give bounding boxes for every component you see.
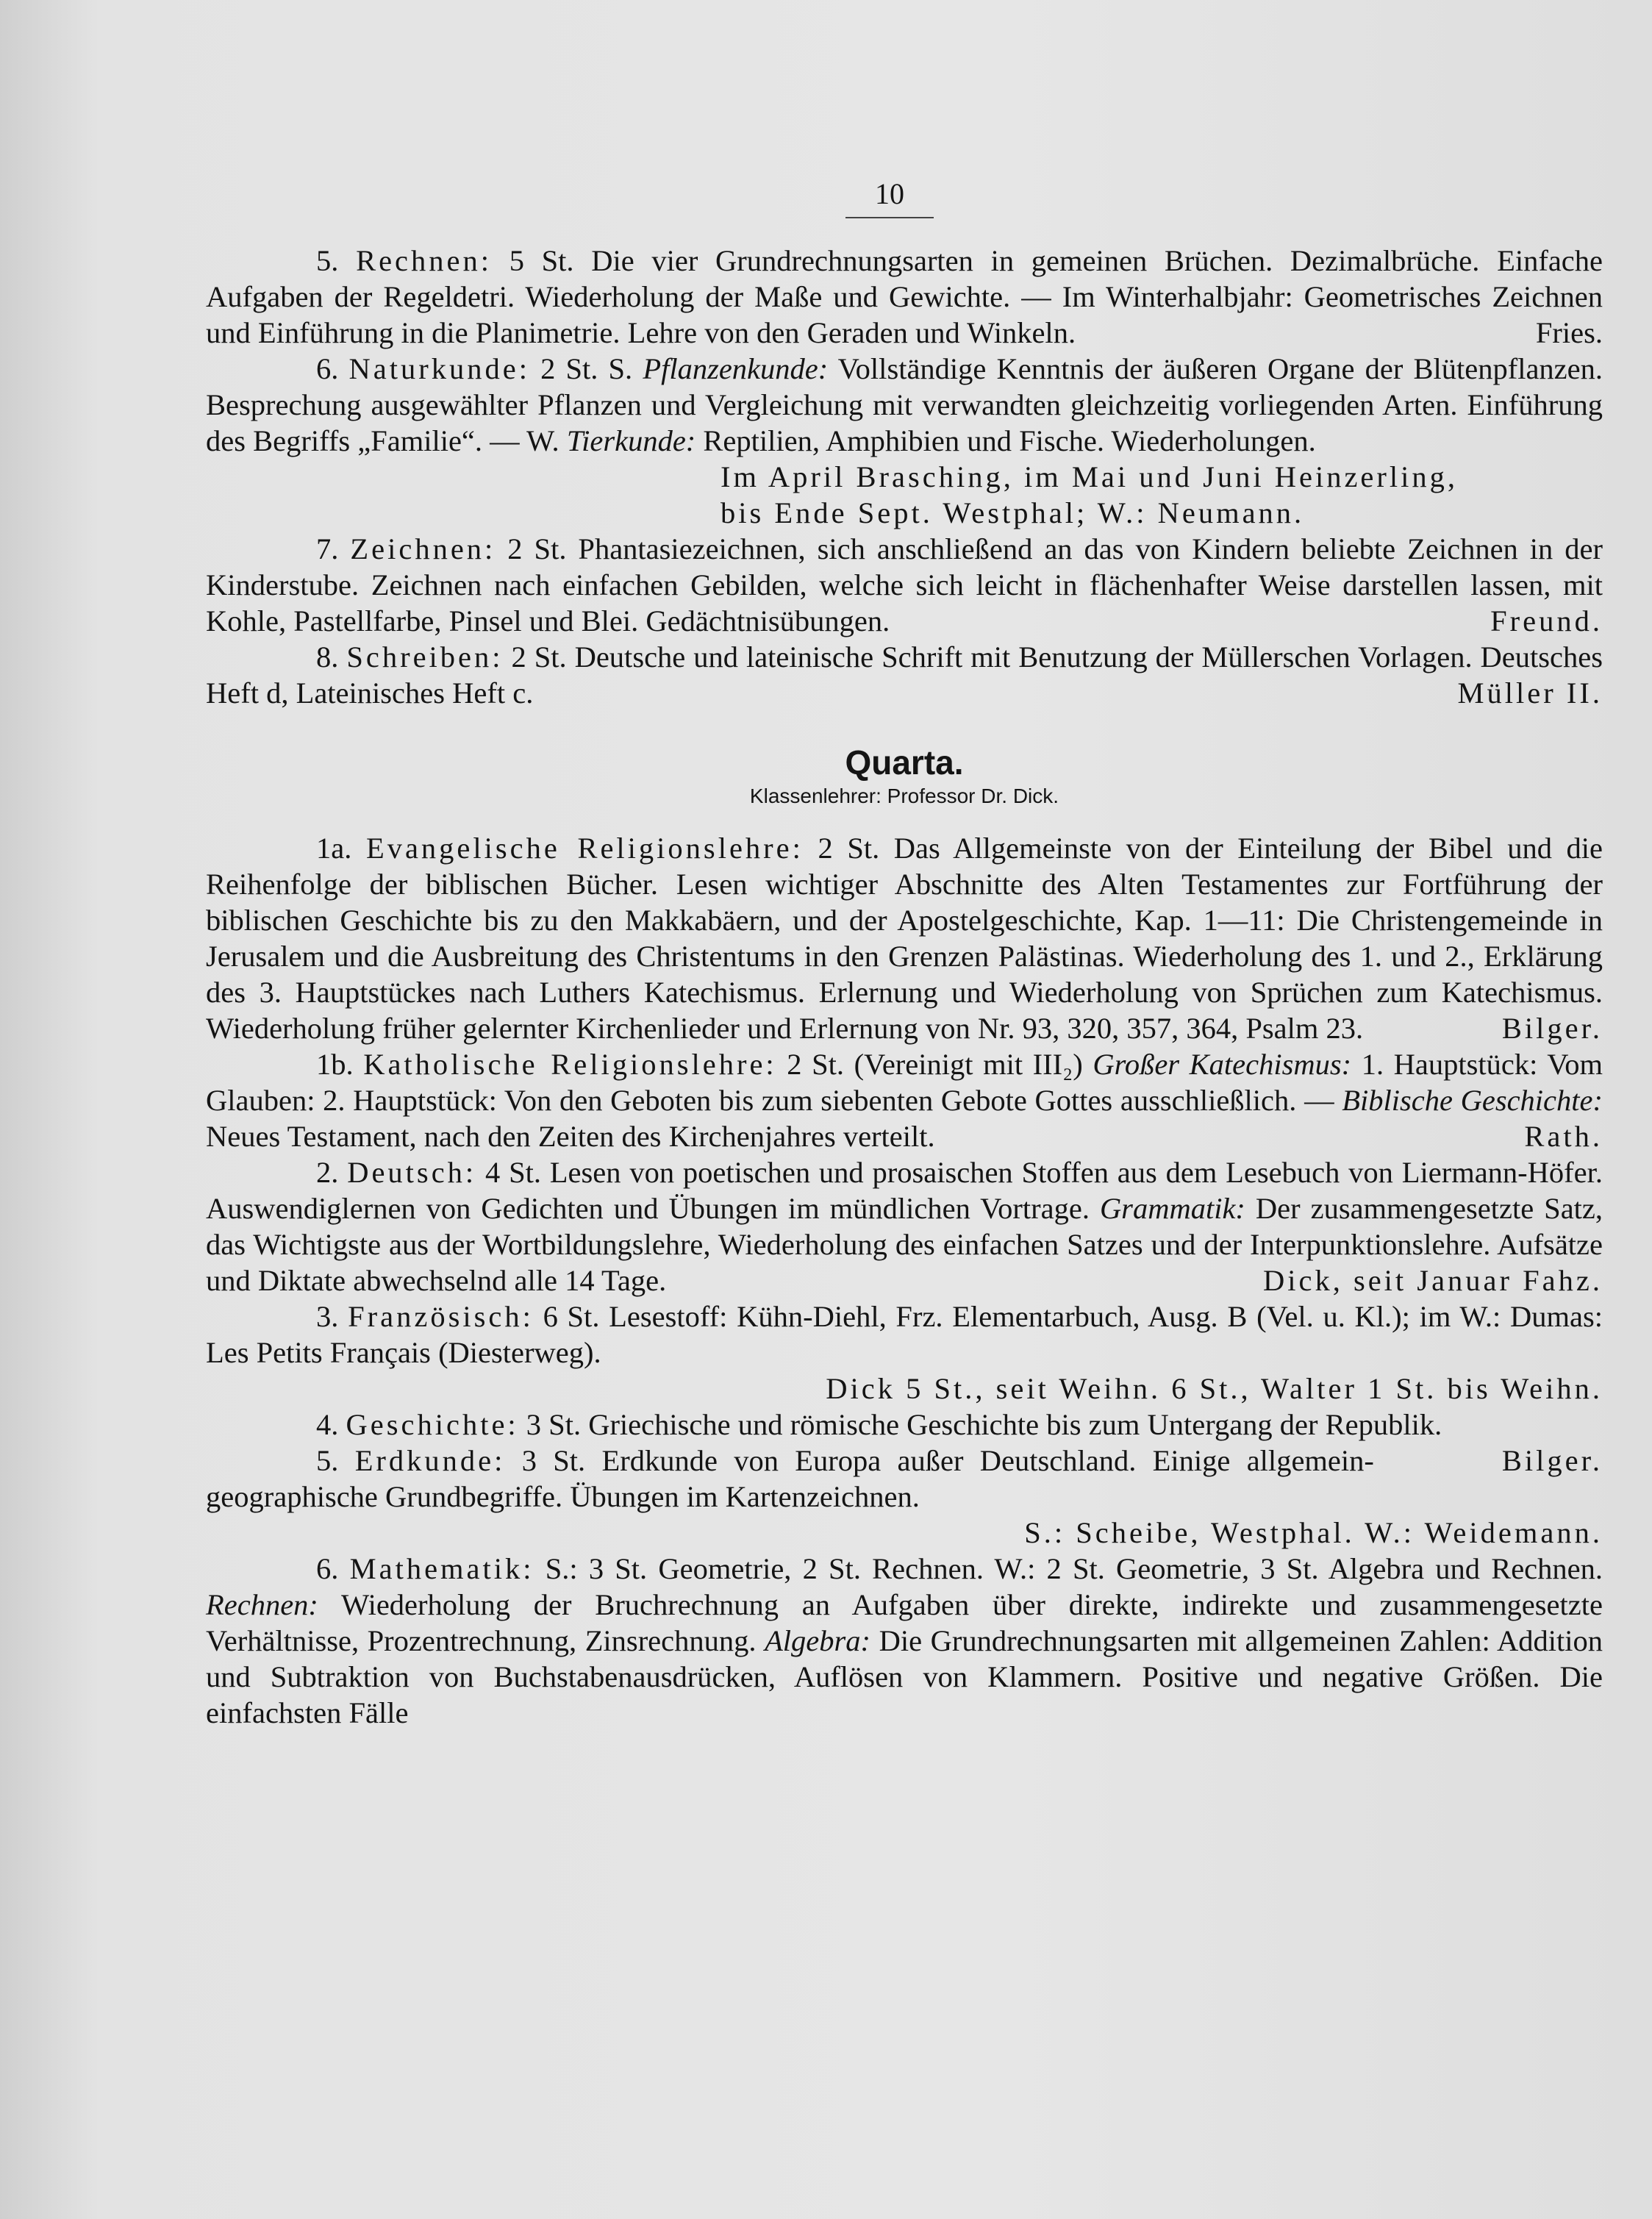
item-number: 6.	[316, 1552, 339, 1585]
item-text: Der zusammengesetzte Satz, das Wichtigste aus der Wortbildungslehre, Wiederholung des einfachen Satzes und der Interpunktionslehre. Aufsätze und Diktate abwechselnd alle 14 Tage.	[206, 1192, 1603, 1297]
item-number: 8.	[316, 640, 339, 673]
item-number: 4.	[316, 1408, 339, 1441]
subject-heading: Deutsch:	[347, 1156, 477, 1189]
item-number: 1b.	[316, 1048, 354, 1081]
item-text: Vollständige Kenntnis der äußeren Organe der Blütenpflanzen. Besprechung ausgewählter Pflanzen und Vergleichung mit verwandten gleichzeitig vorliegenden Arten. Einführung des Begriffs „Familie“. — W.	[206, 352, 1603, 457]
item-number: 6.	[316, 352, 339, 385]
subject-heading: Rechnen:	[356, 244, 493, 277]
item-number: 2.	[316, 1156, 339, 1189]
teacher-name: Bilger.	[1501, 1444, 1603, 1477]
paragraph-mathematik	[206, 1551, 1603, 1731]
item-text: 6 St. Lesestoff: Kühn-Diehl, Frz. Elementarbuch, Ausg. B (Vel. u. Kl.); im W.: Dumas: Les Petits Français (Diesterweg).	[206, 1300, 1603, 1369]
item-text: 1. Hauptstück: Vom Glauben: 2. Hauptstück: Von den Geboten bis zum siebenten Gebote Gottes ausschließlich. —	[206, 1048, 1603, 1117]
subject-heading: Geschichte:	[346, 1408, 519, 1441]
item-text: 5 St. Die vier Grundrechnungsarten in gemeinen Brüchen. Dezimalbrüche. Einfache Aufgaben der Regeldetri. Wiederholung der Maße und Gewichte. — Im Winterhalbjahr: Geometrisches Zeichnen und Einführung in die Planimetrie. Lehre von den Geraden und Winkeln.	[206, 244, 1603, 349]
subject-heading: Französisch:	[348, 1300, 534, 1333]
paragraph-deutsch	[206, 1154, 1603, 1298]
paragraph-kath-religion	[206, 1046, 1603, 1154]
item-number: 5.	[316, 244, 339, 277]
item-text: Wiederholung der Bruchrechnung an Aufgaben über direkte, indirekte und zusammengesetzte Verhältnisse, Prozentrechnung, Zinsrechnung.	[206, 1588, 1603, 1657]
subject-heading: Naturkunde:	[348, 352, 530, 385]
subject-heading: Mathematik:	[349, 1552, 534, 1585]
paragraph-rechnen	[206, 243, 1603, 351]
item-text: 2 St. Deutsche und lateinische Schrift mit Benutzung der Müllerschen Vorlagen. Deutsches Heft d, Lateinisches Heft c.	[206, 640, 1603, 710]
subject-heading: Evangelische Religionslehre:	[365, 832, 804, 865]
document-body	[206, 243, 1603, 1731]
item-text: 2 St. (Vereinigt mit III₂)	[787, 1048, 1083, 1081]
item-text: 4 St. Lesen von poetischen und prosaischen Stoffen aus dem Lesebuch von Liermann-Höfer. Auswendiglernen von Gedichten und Übungen im mündlichen Vortrage.	[206, 1156, 1603, 1225]
paragraph-zeichnen	[206, 531, 1603, 639]
subject-heading: Schreiben:	[346, 640, 504, 673]
section-title: Quarta.	[845, 743, 964, 782]
topic-emphasis: Tierkunde:	[566, 424, 696, 457]
subject-heading: Zeichnen:	[350, 532, 496, 565]
topic-emphasis: Rechnen:	[206, 1588, 318, 1621]
teacher-name: Fries.	[1535, 316, 1603, 349]
item-text: 2 St. Das Allgemeinste von der Einteilung der Bibel und die Reihenfolge der biblischen Bücher. Lesen wichtiger Abschnitte des Alten Testamentes zur Fortführung der biblischen Geschichte bis zu den Makkabäern, und der Apostelgeschichte, Kap. 1—11: Die Christengemeinde in Jerusalem und die Ausbreitung des Christentums in den Grenzen Palästinas. Wiederholung des 1. und 2., Erklärung des 3. Hauptstückes nach Luthers Katechismus. Erlernung und Wiederholung von Sprüchen zum Katechismus. Wiederholung früher gelernter Kirchenlieder und Erlernung von Nr. 93, 320, 357, 364, Psalm 23.	[206, 832, 1603, 1045]
topic-emphasis: Biblische Geschichte:	[1342, 1084, 1603, 1117]
subject-heading: Erdkunde:	[354, 1444, 506, 1477]
paragraph-ev-religion	[206, 830, 1603, 1046]
item-text: 3 St. Erdkunde von Europa außer Deutschland. Einige allgemein-geographische Grundbegriffe. Übungen im Kartenzeichnen.	[206, 1444, 1374, 1513]
item-text: 2 St. Phantasiezeichnen, sich anschließend an das von Kindern beliebte Zeichnen in der Kinderstube. Zeichnen nach einfachen Gebilden, welche sich leicht in flächenhafter Weise darstellen lassen, mit Kohle, Pastellfarbe, Pinsel und Blei. Gedächtnisübungen.	[206, 532, 1603, 637]
page-number: 10	[845, 176, 934, 218]
subject-heading: Katholische Religionslehre:	[363, 1048, 777, 1081]
item-text: S.: 3 St. Geometrie, 2 St. Rechnen. W.: 2 St. Geometrie, 3 St. Algebra und Rechnen.	[545, 1552, 1603, 1585]
topic-emphasis: Großer Katechismus:	[1093, 1048, 1352, 1081]
teacher-name: Müller II.	[1457, 676, 1603, 710]
item-text: 3 St. Griechische und römische Geschichte bis zum Untergang der Republik.	[526, 1408, 1442, 1441]
topic-emphasis: Pflanzenkunde:	[643, 352, 829, 385]
item-number: 7.	[316, 532, 339, 565]
teacher-name-line: Im April Brasching, im Mai und Juni Heinzerling,	[720, 460, 1459, 493]
paragraph-schreiben	[206, 639, 1603, 711]
item-text: Die Grundrechnungsarten mit allgemeinen Zahlen: Addition und Subtraktion von Buchstabenausdrücken, Auflösen von Klammern. Positive und negative Größen. Die einfachsten Fälle	[206, 1624, 1603, 1729]
item-number: 5.	[316, 1444, 339, 1477]
topic-emphasis: Algebra:	[765, 1624, 871, 1657]
paragraph-naturkunde	[206, 351, 1603, 459]
teacher-name: Freund.	[1490, 604, 1603, 637]
item-number: 3.	[316, 1300, 339, 1333]
item-number: 1a.	[316, 832, 352, 865]
teacher-name: Dick, seit Januar Fahz.	[1262, 1264, 1603, 1297]
paragraph-franzoesisch	[206, 1298, 1603, 1371]
item-text: Reptilien, Amphibien und Fische. Wiederholungen.	[703, 424, 1316, 457]
teacher-name-line: Dick 5 St., seit Weihn. 6 St., Walter 1 St. bis Weihn.	[826, 1372, 1603, 1405]
teacher-name: Bilger.	[1501, 1012, 1603, 1045]
topic-emphasis: Grammatik:	[1099, 1192, 1245, 1225]
teacher-name-line: bis Ende Sept. Westphal; W.: Neumann.	[720, 496, 1305, 529]
item-text: 2 St. S.	[540, 352, 633, 385]
item-text: Neues Testament, nach den Zeiten des Kirchenjahres verteilt.	[206, 1120, 935, 1153]
teacher-name-line: S.: Scheibe, Westphal. W.: Weidemann.	[1024, 1516, 1603, 1549]
teacher-name: Rath.	[1524, 1120, 1603, 1153]
section-subtitle: Klassenlehrer: Professor Dr. Dick.	[749, 785, 1059, 807]
